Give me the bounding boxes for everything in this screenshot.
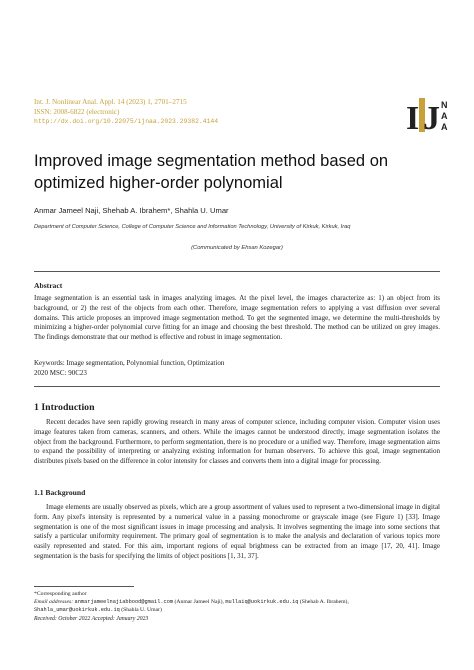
email-owner-naji: (Anmar Jameel Naji),	[174, 599, 224, 606]
email-addresses	[34, 598, 440, 606]
abstract-bottom-rule	[34, 386, 440, 387]
logo-letter-n: N	[441, 100, 448, 110]
author-list: Anmar Jameel Naji, Shehab A. Ibrahem*, Shahla U. Umar	[34, 206, 229, 215]
email-label: Email addresses:	[34, 599, 74, 606]
footnotes	[34, 590, 440, 615]
email-owner-ibrahem: (Shehab A. Ibrahem),	[299, 599, 349, 606]
communicated-by: (Communicated by Ehsan Kozegar)	[191, 245, 283, 251]
email-link-naji[interactable]: anmarjameelnajiabbood@gmail.com	[74, 599, 174, 606]
keywords-block	[34, 359, 224, 379]
journal-doi-link[interactable]: http://dx.doi.org/10.22075/ijnaa.2023.29382.4144	[34, 118, 219, 125]
msc-code: 2020 MSC: 90C23	[34, 368, 87, 377]
logo-letter-j: J	[423, 100, 440, 134]
introduction-paragraph: Recent decades have seen rapidly growing research in many areas of computer science, including computer vision. Computer vision uses image features taken from cameras, scanners, and others. While the images cannot be understood directly, image segmentation isolates the object from the background. Furthermore, to perform segmentation, there is no procedure or a unified way. Therefore, image segmentation aims to expand the possibility of interpreting or analyzing existing information for human observers. To achieve this goal, image segmentation distributes pixels based on the difference in color intensity for classes and converts them into a digital image for processing.	[34, 418, 440, 466]
email-link-ibrahem[interactable]: mullaiq@uokirkuk.edu.iq	[225, 599, 299, 606]
journal-logo	[405, 96, 453, 134]
keywords: Keywords: Image segmentation, Polynomial function, Optimization	[34, 359, 225, 367]
email-owner-umar: (Shahla U. Umar)	[121, 607, 162, 614]
footnote-rule	[34, 586, 134, 587]
logo-letter-a-2: A	[441, 122, 448, 132]
journal-header	[34, 97, 218, 127]
abstract-heading: Abstract	[34, 281, 63, 290]
corresponding-author-note: *Corresponding author	[34, 591, 87, 597]
subsection-heading: 1.1 Background	[34, 488, 86, 497]
abstract-top-rule	[34, 271, 440, 272]
paper-title: Improved image segmentation method based on optimized higher-order polynomial	[34, 152, 389, 192]
received-accepted-dates: Received: October 2022 Accepted: January 2023	[34, 616, 149, 622]
email-link-umar[interactable]: Shahla_umar@uokirkuk.edu.iq	[34, 607, 120, 614]
background-paragraph: Image elements are usually observed as pixels, which are a group assortment of values used to represent a two-dimensional image in digital form. Any pixel's intensity is represented by a numerical value in a passing monochrome or grayscale image (see Figure 1) [33]. Image segmentation is one of the most significant issues in image processing and analysis. It involves segmenting the image into some sections that satisfy a particular uniformity requirement. The primary goal of segmentation is to make the analysis and declaration of various topics more easily represented and stated. For this aim, important regions of equal brightness can be extracted from an image [17, 20, 41]. Image segmentation is the basis for specifying the limits of object positions [1, 31, 37].	[34, 503, 440, 560]
abstract-text: Image segmentation is an essential task in images analyzing images. At the pixel level, the images characterize as: 1) an object from its background, or 2) the rest of the objects from each other. Therefore, image segmentation refers to applying a vast diffusion over several domains. This article proposes an improved image segmentation method. To get the segmented image, we determine the multi-thresholds by minimizing a higher-order polynomial curve fitting for an image and choosing the best threshold. The method can be utilized on grey images. The findings demonstrate that our method is effective and robust in image segmentation.	[34, 294, 440, 342]
email-addresses-cont	[34, 606, 440, 614]
logo-letter-i: I	[406, 100, 420, 134]
logo-letter-a: A	[441, 111, 448, 121]
journal-issn: ISSN: 2008-6822 (electronic)	[34, 108, 120, 116]
journal-citation: Int. J. Nonlinear Anal. Appl. 14 (2023) 1, 2701–2715	[34, 98, 187, 106]
affiliation: Department of Computer Science, College of Computer Science and Information Technology, University of Kirkuk, Kirkuk, Iraq	[34, 224, 351, 230]
section-heading: 1 Introduction	[34, 402, 95, 413]
